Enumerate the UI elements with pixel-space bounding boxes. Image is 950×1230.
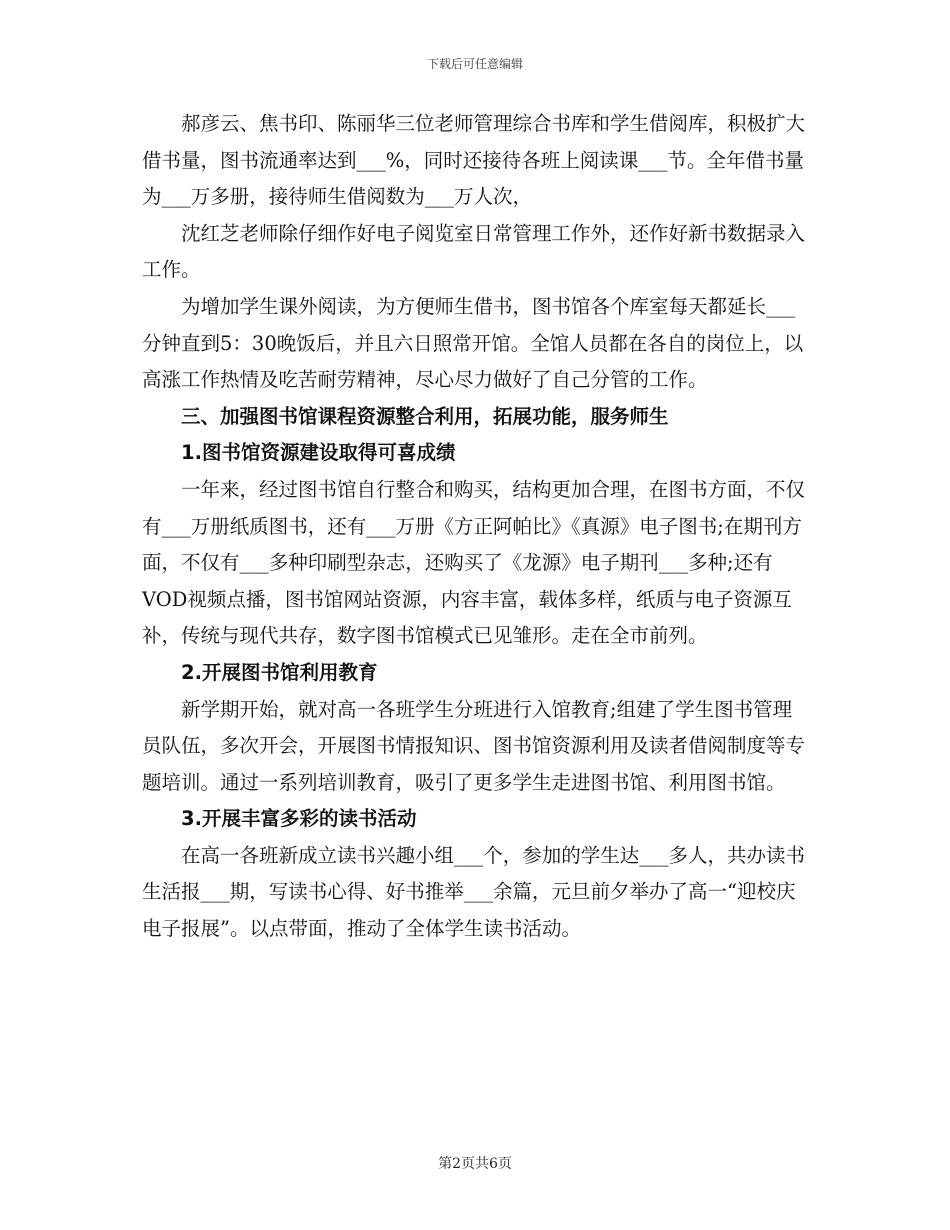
subheading-resource-building: 1.图书馆资源建设取得可喜成绩 <box>181 441 456 465</box>
subheading-reading-activities: 3.开展丰富多彩的读书活动 <box>181 807 417 831</box>
paragraph-extended-hours: 为增加学生课外阅读，为方便师生借书，图书馆各个库室每天都延长___分钟直到5：30晚饭后，并且六日照常开馆。全馆人员都在各自的岗位上，以高涨工作热情及吃苦耐劳精神，尽心尽力做好了自己分管的工作。 <box>142 294 804 392</box>
paragraph-library-education: 新学期开始，就对高一各班学生分班进行入馆教育;组建了学生图书管理员队伍，多次开会，开展图书情报知识、图书馆资源利用及读者借阅制度等专题培训。通过一系列培训教育，吸引了更多学生走进图书馆、利用图书馆。 <box>142 697 806 794</box>
paragraph-reading-activities: 在高一各班新成立读书兴趣小组___个，参加的学生达___多人，共办读书生活报___期，写读书心得、好书推举___余篇，元旦前夕举办了高一“迎校庆电子报展”。以点带面，推动了全体学生读书活动。 <box>142 843 806 941</box>
document-body <box>142 106 810 948</box>
paragraph-lending-staff: 郝彦云、焦书印、陈丽华三位老师管理综合书库和学生借阅库，积极扩大借书量，图书流通率达到___%，同时还接待各班上阅读课___节。全年借书量为___万多册，接待师生借阅数为___万人次， <box>142 112 806 209</box>
page-header: 下载后可任意编辑 <box>426 57 523 71</box>
subheading-library-education: 2.开展图书馆利用教育 <box>181 660 378 684</box>
paragraph-resource-building: 一年来，经过图书馆自行整合和购买，结构更加合理，在图书方面，不仅有___万册纸质图书，还有___万册《方正阿帕比》《真源》电子图书;在期刊方面，不仅有___多种印刷型杂志，还购买了《龙源》电子期刊___多种;还有VOD视频点播，图书馆网站资源，内容丰富，载体多样，纸质与电子资源互补，传统与现代共存，数字图书馆模式已见雏形。走在全市前列。 <box>142 477 806 648</box>
page-number: 第2页共6页 <box>438 1156 512 1172</box>
paragraph-e-reading-room: 沈红芝老师除仔细作好电子阅览室日常管理工作外，还作好新书数据录入工作。 <box>142 221 806 282</box>
section-heading-3: 三、加强图书馆课程资源整合利用，拓展功能，服务师生 <box>181 404 669 428</box>
